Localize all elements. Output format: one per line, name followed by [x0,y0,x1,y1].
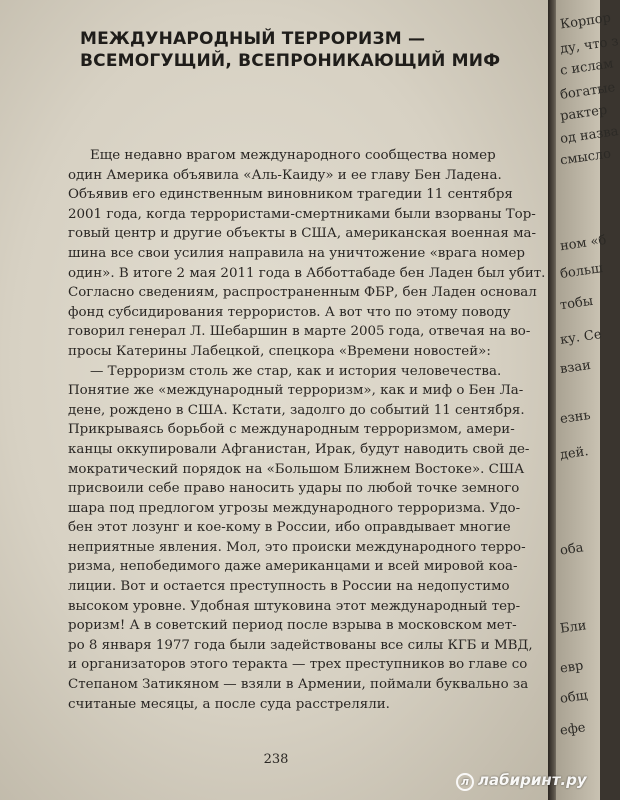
facing-page-edge [556,0,620,800]
facing-text-fragment: рактер [559,102,609,125]
text-line: мократический порядок на «Большом Ближнем Востоке». США [68,461,525,477]
text-line: фонд субсидирования террористов. А вот что по этому поводу [68,304,511,320]
text-line: роризм! А в советский период после взрыва в московском мет- [68,618,517,634]
facing-text-fragment: ном «б [559,232,608,255]
text-line: — Терроризм столь же стар, как и история человечества. [90,363,502,379]
facing-text-fragment: больш [559,261,604,282]
facing-text-fragment: оба [559,540,585,559]
facing-text-fragment: дей. [559,444,590,463]
text-line: шина все свои усилия направила на уничтожение «врага номер [68,245,526,261]
text-line: неприятные явления. Мол, это происки международного терро- [68,539,526,555]
heading-line: ВСЕМОГУЩИЙ, ВСЕПРОНИКАЮЩИЙ МИФ [80,51,501,71]
facing-text-fragment: взаи [559,357,592,378]
text-line: шара под предлогом угрозы международного терроризма. Удо- [68,500,521,516]
text-line: Объявив его единственным виновником трагедии 11 сентября [68,187,513,203]
text-line: ризма, непобедимого даже американцами и всей мировой коа- [68,559,518,575]
facing-text-fragment: езнь [559,407,592,428]
facing-text-fragment: смысло [559,146,612,169]
text-line: бен этот лозунг и кое-кому в России, ибо оправдывает многие [68,520,511,536]
text-line: Еще недавно врагом международного сообщества номер [90,148,496,163]
facing-text-fragment: с ислам [559,56,615,79]
facing-text-fragment: ку. Се [559,327,603,348]
labirint-logo-icon: л [456,773,474,791]
text-line: канцы оккупировали Афганистан, Ирак, будут наводить свой де- [68,441,530,457]
watermark [456,771,587,791]
facing-text-fragment: ду, что з [559,33,620,58]
text-line: 2001 года, когда террористами-смертниками были взорваны Тор- [68,206,536,222]
text-line: ро 8 января 1977 года были задействованы все силы КГБ и МВД, [68,637,533,653]
text-line: Прикрываясь борьбой с международным терроризмом, амери- [68,422,515,438]
text-line: высоком уровне. Удобная штуковина этот международный тер- [68,598,521,614]
facing-text-fragment: ефе [559,720,587,739]
heading-line: МЕЖДУНАРОДНЫЙ ТЕРРОРИЗМ — [80,29,426,49]
facing-text-fragment: богатые [559,80,617,103]
facing-text-fragment: Бли [559,618,588,637]
text-line: один». В итоге 2 мая 2011 года в Абботтабаде бен Ладен был убит. [68,265,546,281]
page-number: 238 [263,752,289,767]
watermark-text: лабиринт.ру [478,771,587,789]
facing-text-fragment: Корпор [559,10,612,33]
text-line: Согласно сведениям, распространенным ФБР, бен Ладен основал [68,285,537,301]
text-line: считаные месяцы, а после суда расстреляли. [68,696,390,712]
text-line: говый центр и другие объекты в США, американская военная ма- [68,226,537,242]
text-line: просы Катерины Лабецкой, спецкора «Времени новостей»: [68,343,491,359]
text-line: присвоили себе право наносить удары по любой точке земного [68,481,520,497]
chapter-heading [80,28,520,72]
text-line: дене, рождено в США. Кстати, задолго до событий 11 сентября. [68,402,525,418]
text-line: Степаном Затикяном — взяли в Армении, поймали буквально за [68,677,529,693]
text-line: и организаторов этого теракта — трех преступников во главе со [68,657,528,673]
facing-text-fragment: евр [559,658,585,677]
body-text [68,146,546,714]
text-line: говорил генерал Л. Шебаршин в марте 2005 года, отвечая на во- [68,324,531,340]
text-line: Понятие же «международный терроризм», как и миф о Бен Ла- [68,383,524,399]
text-line: лиции. Вот и остается преступность в России на недопустимо [68,579,510,595]
facing-text-fragment: од назва [559,123,620,148]
text-line: один Америка объявила «Аль-Каиду» и ее главу Бен Ладена. [68,167,502,183]
facing-text-fragment: общ [559,688,589,707]
facing-text-fragment: тобы [559,293,595,314]
